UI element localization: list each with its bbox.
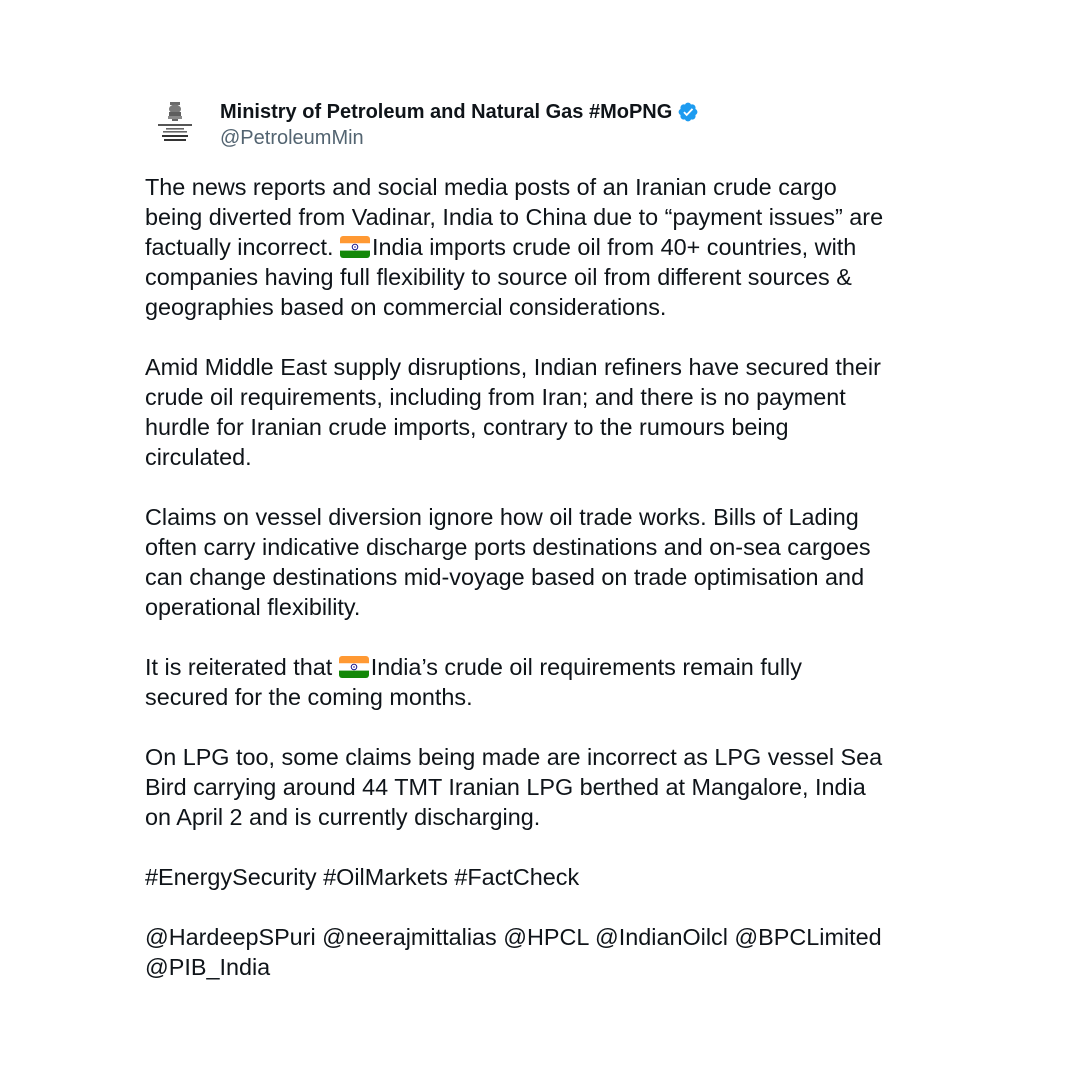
paragraph-1 [145, 172, 945, 322]
government-emblem-icon[interactable] [150, 100, 200, 150]
paragraph-4 [145, 652, 945, 712]
account-names [220, 100, 699, 151]
paragraph-4-start: It is reiterated that [145, 654, 339, 680]
account-handle[interactable]: @PetroleumMin [220, 127, 364, 149]
paragraph-1-end: India imports crude oil from 40+ countries, with companies having full flexibility to source oil from different sources & geographies based on commercial considerations. [145, 234, 857, 320]
paragraph-4-end: India’s crude oil requirements remain fully secured for the coming months. [145, 654, 802, 710]
paragraph-1-start: The news reports and social media posts of an Iranian crude cargo being diverted from Vadinar, India to China due to “payment issues” are factually incorrect. [145, 174, 884, 260]
hashtags[interactable]: #EnergySecurity #OilMarkets #FactCheck [145, 864, 580, 890]
india-flag-icon [340, 236, 370, 258]
mentions[interactable]: @HardeepSPuri @neerajmittalias @HPCL @IndianOilcl @BPCLimited @PIB_India [145, 924, 882, 980]
india-flag-icon [339, 656, 369, 678]
display-name-text[interactable]: Ministry of Petroleum and Natural Gas #MoPNG [220, 101, 673, 123]
tweet-header [145, 98, 945, 158]
tweet [145, 98, 945, 980]
account-display-name[interactable] [220, 100, 699, 124]
paragraph-2: Amid Middle East supply disruptions, Indian refiners have secured their crude oil requirements, including from Iran; and there is no payment hurdle for Iranian crude imports, contrary to the rumours being circulated. [145, 354, 881, 470]
verified-badge-icon [677, 101, 699, 123]
paragraph-5: On LPG too, some claims being made are incorrect as LPG vessel Sea Bird carrying around 44 TMT Iranian LPG berthed at Mangalore, India on April 2 and is currently discharging. [145, 744, 883, 830]
paragraph-3: Claims on vessel diversion ignore how oil trade works. Bills of Lading often carry indicative discharge ports destinations and on-sea cargoes can change destinations mid-voyage based on trade optimisation and operational flexibility. [145, 504, 871, 620]
tweet-body [145, 172, 945, 982]
